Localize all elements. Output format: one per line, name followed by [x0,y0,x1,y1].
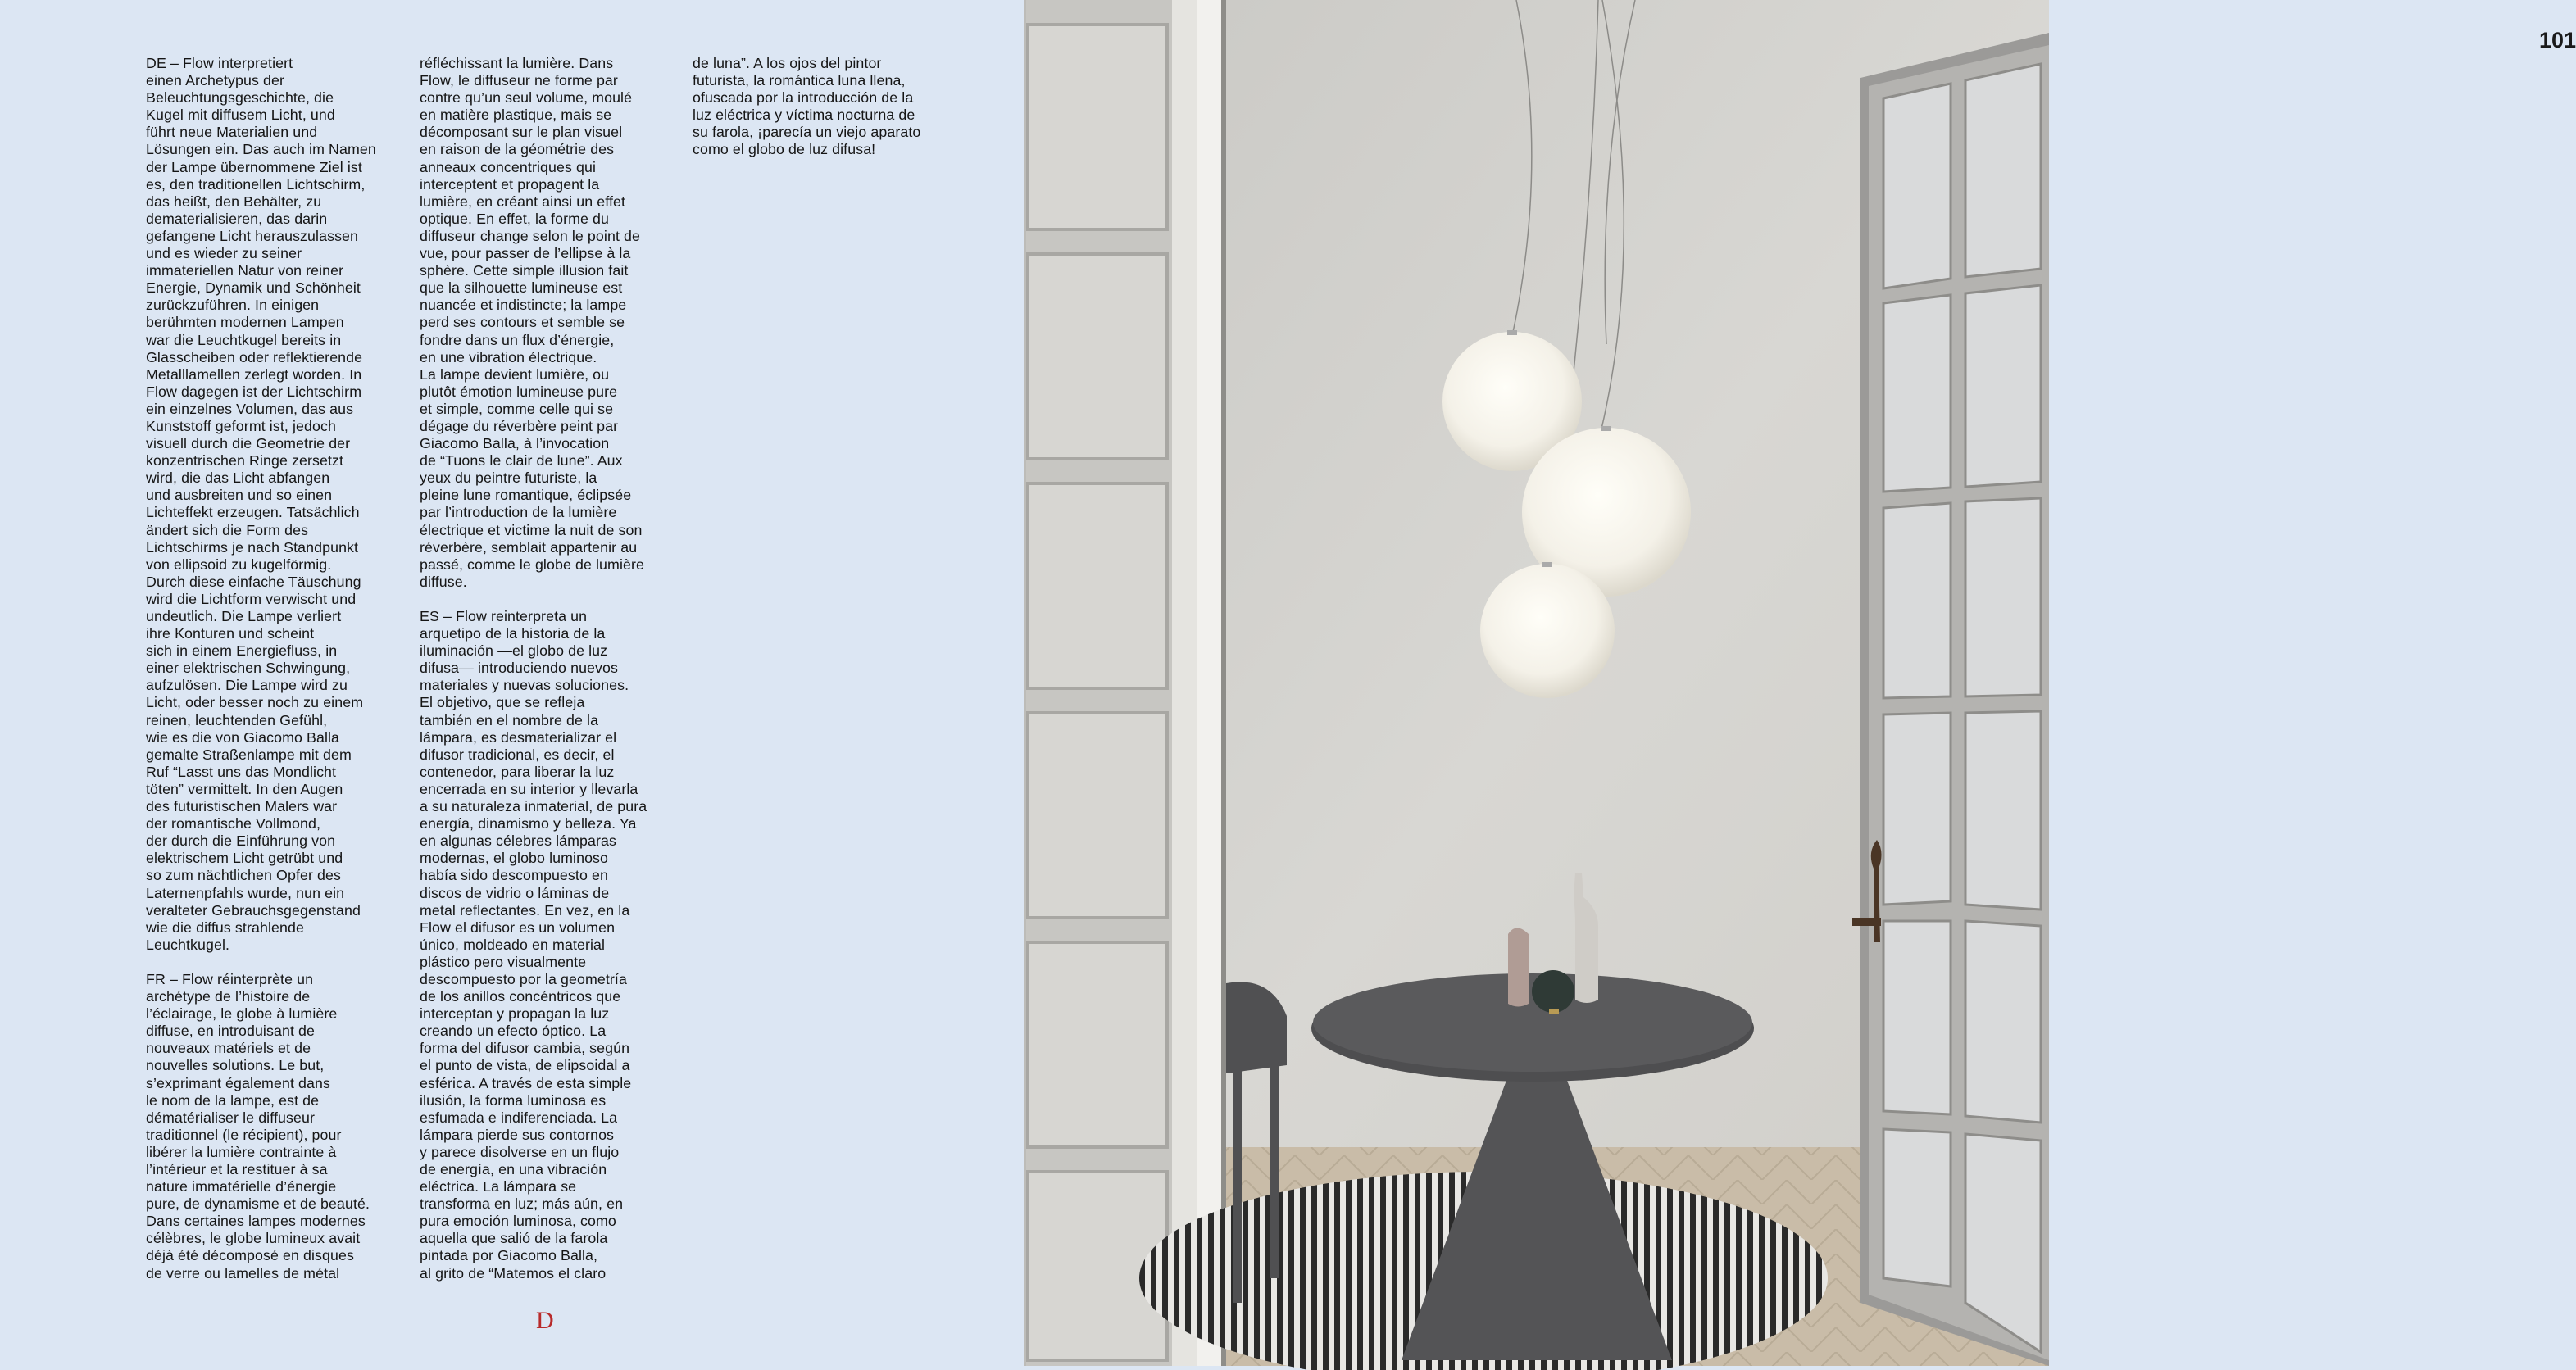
dining-room-illustration [1024,0,2049,1366]
page-number: 101 [2539,28,2576,52]
magazine-logo: D [536,1307,554,1334]
text-column-2: réfléchissant la lumière. Dans Flow, le diffuseur ne forme par contre qu’un seul volume, moulé en matière plastique, mais se décomposant sur le plan visuel en raison de la géométrie des anneaux concentriques qui interceptent et propagent la lumière, en créant ainsi un effet optique. En effet, la forme du diffuseur change selon le point de vue, pour passer de l’ellipse à la sphère. Cette simple illusion fait que la silhouette lumineuse est nuancée et indistincte; la lampe perd ses contours et semble se fondre dans un flux d’énergie, en une vibration électrique. La lampe devient lumière, ou plutôt émotion lumineuse pure et simple, comme celle qui se dégage du réverbère peint par Giacomo Balla, à l’invocation de “Tuons le clair de lune”. Aux yeux du peintre futuriste, la pleine lune romantique, éclipsée par l’introduction de la lumière électrique et victime la nuit de son réverbère, semblait appartenir au passé, comme le globe de lumière diffuse. ES – Flow reinterpreta un arquetipo de la historia de la iluminación —el globo de luz difusa— introduciendo nuevos materiales y nuevas soluciones. El objetivo, que se refleja también en el nombre de la lámpara, es desmaterializar el difusor tradicional, es decir, el contenedor, para liberar la luz encerrada en su interior y llevarla a su naturaleza inmaterial, de pura energía, dinamismo y belleza. Ya en algunas célebres lámparas modernas, el globo luminoso había sido descompuesto en discos de vidrio o láminas de metal reflectantes. En vez, en la Flow el difusor es un volumen único, moldeado en material plástico pero visualmente descompuesto por la geometría de los anillos concéntricos que interceptan y propagan la luz creando un efecto óptico. La forma del difusor cambia, según el punto de vista, de elipsoidal a esférica. A través de esta simple ilusión, la forma luminosa es esfumada e indiferenciada. La lámpara pierde sus contornos y parece disolverse en un flujo de energía, en una vibración eléctrica. La lámpara se transforma en luz; más aún, en pura emoción luminosa, como aquella que salió de la farola pintada por Giacomo Balla, al grito de “Matemos el claro [420,55,647,1282]
right-glass-door [1852,33,2049,1366]
text-page [0,0,1024,1366]
text-column-1: DE – Flow interpretiert einen Archetypus der Beleuchtungsgeschichte, die Kugel mit diffusem Licht, und führt neue Materialien und Lösungen ein. Das auch im Namen der Lampe übernommene Ziel ist es, den traditionellen Lichtschirm, das heißt, den Behälter, zu dematerialisieren, das darin gefangene Licht herauszulassen und es wieder zu seiner immateriellen Natur von reiner Energie, Dynamik und Schönheit zurückzuführen. In einigen berühmten modernen Lampen war die Leuchtkugel bereits in Glasscheiben oder reflektierende Metalllamellen zerlegt worden. In Flow dagegen ist der Lichtschirm ein einzelnes Volumen, das aus Kunststoff geformt ist, jedoch visuell durch die Geometrie der konzentrischen Ringe zersetzt wird, die das Licht abfangen und ausbreiten und so einen Lichteffekt erzeugen. Tatsächlich ändert sich die Form des Lichtschirms je nach Standpunkt von ellipsoid zu kugelförmig. Durch diese einfache Täuschung wird die Lichtform verwischt und undeutlich. Die Lampe verliert ihre Konturen und scheint sich in einem Energiefluss, in einer elektrischen Schwingung, aufzulösen. Die Lampe wird zu Licht, oder besser noch zu einem reinen, leuchtenden Gefühl, wie es die von Giacomo Balla gemalte Straßenlampe mit dem Ruf “Lasst uns das Mondlicht töten” vermittelt. In den Augen des futuristischen Malers war der romantische Vollmond, der durch die Einführung von elektrischem Licht getrübt und so zum nächtlichen Opfer des Laternenpfahls wurde, nun ein veralteter Gebrauchsgegenstand wie die diffus strahlende Leuchtkugel. FR – Flow réinterprète un archétype de l’histoire de l’éclairage, le globe à lumière diffuse, en introduisant de nouveaux matériels et de nouvelles solutions. Le but, s’exprimant également dans le nom de la lampe, est de dématérialiser le diffuseur traditionnel (le récipient), pour libérer la lumière contrainte à l’intérieur et la restituer à sa nature immatérielle d’énergie pure, de dynamisme et de beauté. Dans certaines lampes modernes célèbres, le globe lumineux avait déjà été décomposé en disques de verre ou lamelles de métal [146,55,376,1282]
text-column-3: de luna”. A los ojos del pintor futurista, la romántica luna llena, ofuscada por la introducción de la luz eléctrica y víctima nocturna de su farola, ¡parecía un viejo aparato como el globo de luz difusa! [693,55,921,158]
globe-bottom [1480,564,1615,698]
interior-photo [1024,0,2576,1366]
